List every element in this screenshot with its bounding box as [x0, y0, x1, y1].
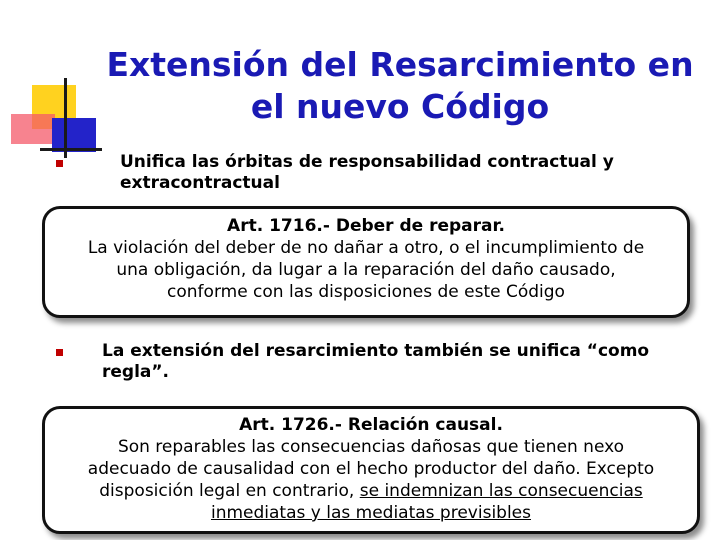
- article-1726-line-2: adecuado de causalidad con el hecho productor del daño. Excepto: [87, 459, 655, 479]
- article-1726-line-3-plain: disposición legal en contrario,: [99, 481, 360, 501]
- bullet-text-2: La extensión del resarcimiento también se unifica “como regla”.: [102, 341, 650, 382]
- article-1726-line-3-underlined: se indemnizan las consecuencias: [359, 481, 643, 501]
- decorative-vertical-line: [64, 78, 67, 158]
- article-1726-line-3: [45, 480, 697, 502]
- article-1726-line-4: inmediatas y las mediatas previsibles: [210, 503, 531, 523]
- article-1726-heading: Art. 1726.- Relación causal.: [239, 415, 503, 435]
- article-1716-line-2: una obligación, da lugar a la reparación del daño causado,: [116, 260, 616, 280]
- bullet-text-1: Unifica las órbitas de responsabilidad contractual y extracontractual: [120, 152, 614, 193]
- article-1716-line-1: La violación del deber de no dañar a otro, o el incumplimiento de: [87, 238, 645, 258]
- title-line-2: el nuevo Código: [250, 87, 550, 126]
- slide-title: [100, 44, 700, 128]
- bullet-marker-2: [56, 349, 63, 356]
- decorative-horizontal-line: [40, 148, 102, 151]
- article-1726-line-1: Son reparables las consecuencias dañosas que tienen nexo: [117, 437, 625, 457]
- decorative-blue-square: [52, 118, 96, 152]
- article-1716-line-3: conforme con las disposiciones de este Código: [167, 282, 565, 302]
- title-line-1: Extensión del Resarcimiento en: [106, 45, 694, 84]
- article-1726-box: [42, 406, 700, 534]
- decorative-red-square: [11, 114, 55, 144]
- bullet-marker-1: [56, 160, 63, 167]
- article-1716-box: [42, 206, 690, 318]
- article-1716-heading: Art. 1716.- Deber de reparar.: [227, 216, 505, 236]
